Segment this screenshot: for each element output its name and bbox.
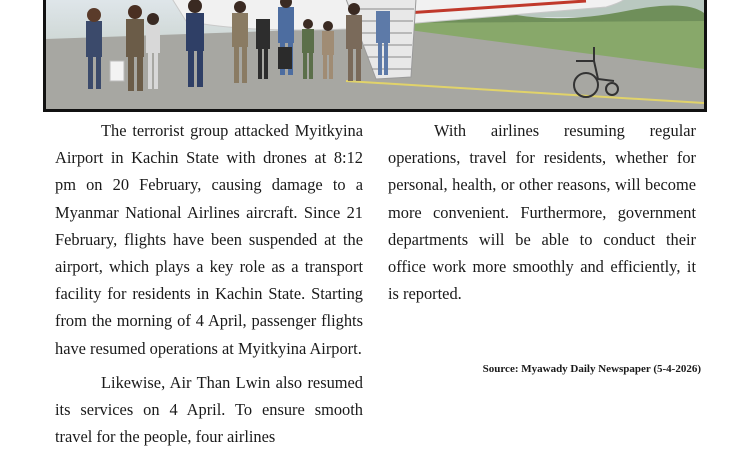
source-credit: Source: Myawady Daily Newspaper (5-4-2026) — [482, 363, 701, 375]
article-paragraph: With airlines resuming regular operations, travel for residents, whether for personal, health, or other reasons, will become more convenient. Furthermore, government departments will be able to conduct their office work more smoothly and efficiently, it is reported. — [388, 121, 696, 304]
article-column-right — [388, 117, 696, 307]
white-bag — [110, 61, 124, 81]
article-paragraph: Likewise, Air Than Lwin also resumed its services on 4 April. To ensure smooth travel for the people, four airlines — [55, 372, 363, 447]
airport-boarding-scene — [46, 0, 704, 109]
article-column-left — [55, 117, 363, 450]
news-photo — [43, 0, 707, 112]
suitcase — [278, 47, 292, 69]
article-paragraph: The terrorist group attacked Myitkyina Airport in Kachin State with drones at 8:12 pm on 20 February, causing damage to a Myanmar National Airlines aircraft. Since 21 February, flights have been suspended at the airport, which plays a key role as a transport facility for residents in Kachin State. Starting from the morning of 4 April, passenger flights have resumed operations at Myitkyina Airport. — [55, 121, 363, 358]
